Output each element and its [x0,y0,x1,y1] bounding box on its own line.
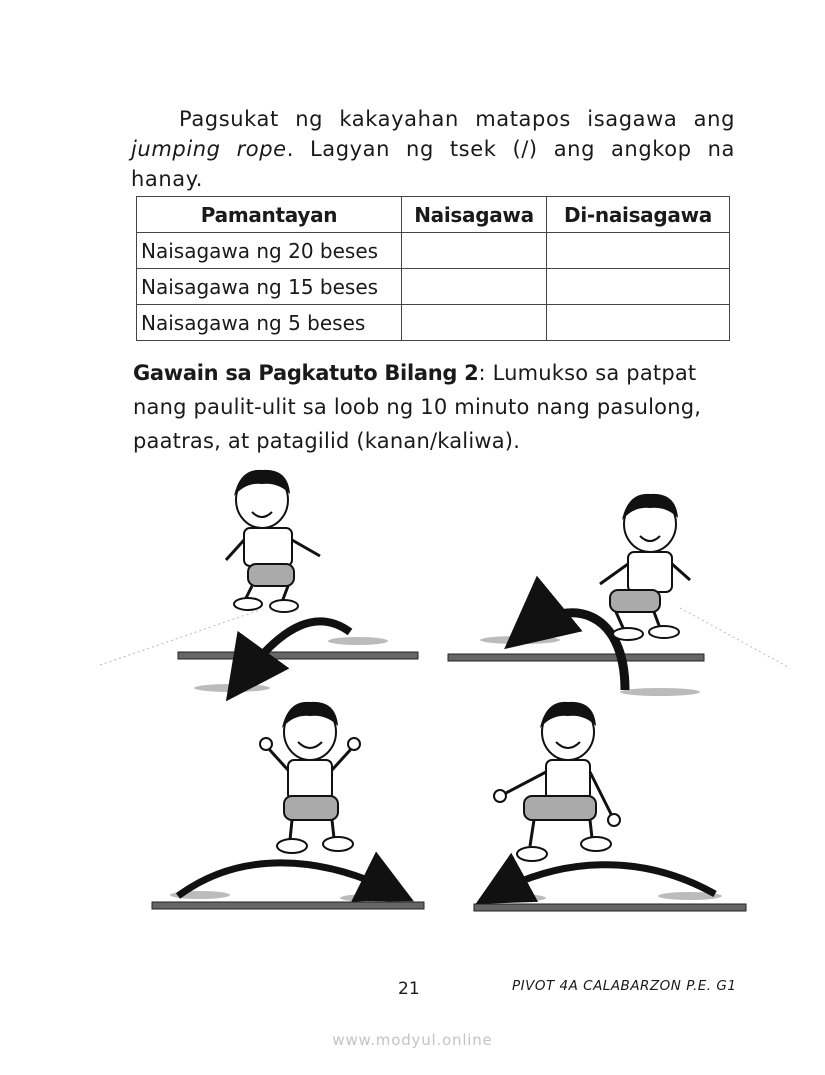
intro-emphasis: jumping rope [131,137,287,161]
sideways-left-panel [474,702,746,911]
header-naisagawa: Naisagawa [402,197,547,233]
table-row [137,305,730,341]
page-number: 21 [398,979,420,999]
activity-paragraph [133,356,739,458]
boy-figure [226,470,320,612]
table-cell-criterion: Naisagawa ng 15 beses [137,269,402,305]
forward-jump-panel [100,470,418,692]
header-pamantayan: Pamantayan [137,197,402,233]
boy-figure [600,494,690,640]
table-cell-naisagawa[interactable] [402,305,547,341]
table-header-row [137,197,730,233]
footer-reference: PIVOT 4A CALABARZON P.E. G1 [512,978,737,994]
header-di-naisagawa: Di-naisagawa [547,197,730,233]
table-row [137,269,730,305]
activity-title: Gawain sa Pagkatuto Bilang 2 [133,361,479,385]
boy-figure [260,702,360,853]
table-cell-criterion: Naisagawa ng 20 beses [137,233,402,269]
activity-text: : Lumukso sa patpat nang paulit-ulit sa loob ng 10 minuto nang pasulong, paatras, at patagilid (kanan/kaliwa). [133,361,702,453]
intro-paragraph [131,104,735,194]
intro-text-after: . Lagyan ng tsek (/) ang angkop na hanay. [131,137,736,191]
jumping-illustration [0,460,825,935]
watermark: www.modyul.online [332,1031,493,1049]
assessment-table [136,196,730,341]
intro-text-before: Pagsukat ng kakayahan matapos isagawa ang [179,107,735,131]
table-cell-di-naisagawa[interactable] [547,269,730,305]
boy-figure [494,702,620,861]
backward-jump-panel [448,494,790,696]
table-cell-di-naisagawa[interactable] [547,305,730,341]
table-cell-naisagawa[interactable] [402,233,547,269]
table-cell-criterion: Naisagawa ng 5 beses [137,305,402,341]
table-row [137,233,730,269]
table-cell-naisagawa[interactable] [402,269,547,305]
sideways-right-panel [152,702,424,909]
table-cell-di-naisagawa[interactable] [547,233,730,269]
